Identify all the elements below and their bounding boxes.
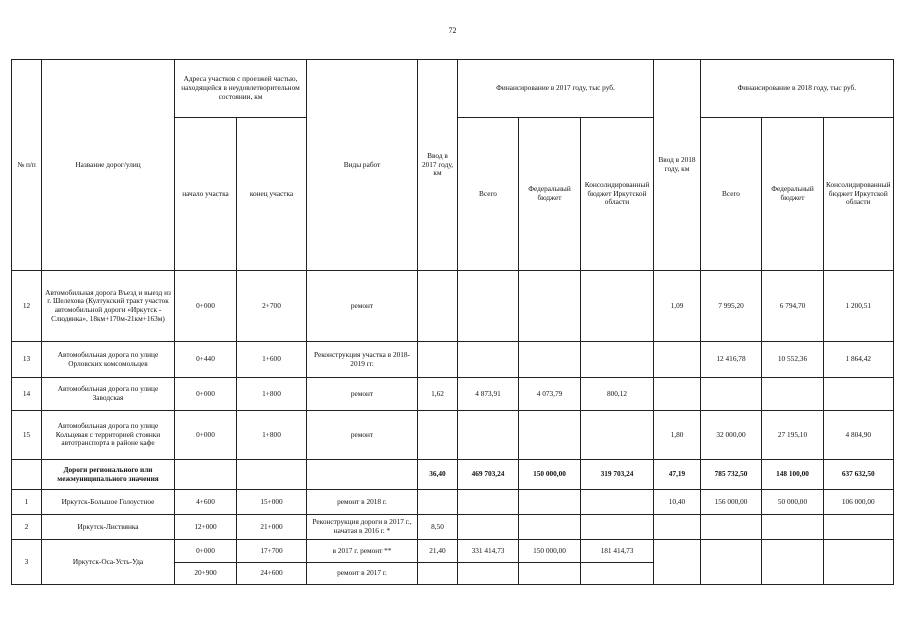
cell-end: 24+600 [237,563,307,585]
cell-consolidated-2018 [824,515,894,540]
table-row [12,515,894,540]
cell-end: 21+000 [237,515,307,540]
cell-total-2018: 785 732,50 [701,460,762,490]
header-name: Название дорог/улиц [42,60,175,271]
cell-consolidated-2017: 181 414,73 [581,540,654,563]
cell-input-2017 [418,563,458,585]
cell-total-2017: 331 414,73 [458,540,519,563]
cell-federal-2018: 148 100,00 [762,460,824,490]
table-row [12,271,894,342]
cell-name: Иркутск-Оса-Усть-Уда [42,540,175,585]
cell-consolidated-2017 [581,342,654,378]
cell-works: ремонт в 2018 г. [307,490,418,515]
cell-consolidated-2017 [581,563,654,585]
header-financing-2018: Финансирование в 2018 году, тыс руб. [701,60,894,118]
cell-end: 1+600 [237,342,307,378]
header-consolidated-2017: Консолидированный бюджет Иркутской области [581,118,654,271]
cell-federal-2017: 4 073,79 [519,378,581,411]
header-input-2018: Ввод в 2018 году, км [654,60,701,271]
cell-consolidated-2018: 1 200,51 [824,271,894,342]
cell-name: Автомобильная дорога Въезд и выезд из г. Шелехова (Култукский тракт участок автомобильной дороги «Иркутск - Слюдянка», 18км+170м-21км+163м) [42,271,175,342]
header-start: начало участка [175,118,237,271]
cell-start: 0+440 [175,342,237,378]
cell-federal-2017 [519,342,581,378]
cell-works: Реконструкция участка в 2018-2019 гг. [307,342,418,378]
cell-num: 12 [12,271,42,342]
cell-start: 4+600 [175,490,237,515]
cell-federal-2018: 27 195,10 [762,411,824,460]
header-addresses: Адреса участков с проезжей частью, находящейся в неудовлетворительном состоянии, км [175,60,307,118]
cell-federal-2018 [762,540,824,585]
cell-consolidated-2018: 4 804,90 [824,411,894,460]
table-row [12,411,894,460]
cell-start: 20+900 [175,563,237,585]
header-end: конец участка [237,118,307,271]
cell-input-2017 [418,490,458,515]
cell-end: 17+700 [237,540,307,563]
cell-total-2018 [701,540,762,585]
cell-federal-2017 [519,563,581,585]
cell-name: Автомобильная дорога по улице Орловских комсомольцев [42,342,175,378]
cell-total-2017 [458,342,519,378]
cell-consolidated-2018 [824,378,894,411]
cell-input-2017 [418,271,458,342]
cell-total-2017 [458,411,519,460]
cell-consolidated-2017: 800,12 [581,378,654,411]
cell-federal-2017: 150 000,00 [519,460,581,490]
cell-start: 12+000 [175,515,237,540]
cell-works: ремонт в 2017 г. [307,563,418,585]
header-total-2018: Всего [701,118,762,271]
cell-total-2018 [701,378,762,411]
header-financing-2017: Финансирование в 2017 году, тыс руб. [458,60,654,118]
cell-end: 1+800 [237,378,307,411]
cell-total-2017: 4 873,91 [458,378,519,411]
cell-works: ремонт [307,378,418,411]
header-works: Виды работ [307,60,418,271]
cell-num: 14 [12,378,42,411]
section-title: Дороги регионального или межмуниципального значения [42,460,175,490]
cell-input-2017: 36,40 [418,460,458,490]
cell-total-2018: 32 000,00 [701,411,762,460]
cell-federal-2017 [519,411,581,460]
cell-input-2018: 1,09 [654,271,701,342]
cell-end: 15+000 [237,490,307,515]
cell-works: ремонт [307,271,418,342]
cell-consolidated-2017 [581,411,654,460]
cell-num: 1 [12,490,42,515]
cell-start: 0+000 [175,540,237,563]
cell-end: 2+700 [237,271,307,342]
header-total-2017: Всего [458,118,519,271]
cell-input-2017: 21,40 [418,540,458,563]
cell-input-2017: 8,50 [418,515,458,540]
cell-input-2018: 47,19 [654,460,701,490]
cell-consolidated-2017 [581,490,654,515]
header-federal-2017: Федеральный бюджет [519,118,581,271]
cell-federal-2017: 150 000,00 [519,540,581,563]
cell-start [175,460,237,490]
header-input-2017: Ввод в 2017 году, км [418,60,458,271]
cell-name: Автомобильная дорога по улице Заводская [42,378,175,411]
road-financing-table [11,59,894,585]
cell-consolidated-2017 [581,271,654,342]
cell-input-2018 [654,342,701,378]
cell-total-2018 [701,515,762,540]
cell-total-2017: 469 703,24 [458,460,519,490]
cell-federal-2018 [762,378,824,411]
cell-total-2018: 7 995,20 [701,271,762,342]
cell-input-2018 [654,515,701,540]
cell-end [237,460,307,490]
table-row [12,540,894,563]
cell-end: 1+800 [237,411,307,460]
cell-num: 3 [12,540,42,585]
cell-num: 2 [12,515,42,540]
cell-consolidated-2018: 106 000,00 [824,490,894,515]
cell-name: Иркутск-Большое Голоустное [42,490,175,515]
cell-input-2017 [418,342,458,378]
cell-num: 13 [12,342,42,378]
table-row [12,342,894,378]
cell-works: Реконструкция дороги в 2017 г., начатая в 2016 г. * [307,515,418,540]
cell-total-2018: 156 000,00 [701,490,762,515]
cell-input-2018 [654,378,701,411]
cell-input-2018 [654,540,701,585]
cell-consolidated-2017 [581,515,654,540]
cell-federal-2018: 6 794,70 [762,271,824,342]
header-federal-2018: Федеральный бюджет [762,118,824,271]
cell-total-2018: 12 416,78 [701,342,762,378]
cell-works: в 2017 г. ремонт ** [307,540,418,563]
cell-start: 0+000 [175,411,237,460]
cell-total-2017 [458,271,519,342]
cell-works: ремонт [307,411,418,460]
header-row-1 [12,60,894,118]
header-num: № п/п [12,60,42,271]
cell-start: 0+000 [175,271,237,342]
cell-start: 0+000 [175,378,237,411]
cell-federal-2017 [519,490,581,515]
cell-total-2017 [458,563,519,585]
cell-federal-2017 [519,515,581,540]
page-number: 72 [448,26,457,35]
cell-total-2017 [458,515,519,540]
cell-num [12,460,42,490]
cell-works [307,460,418,490]
cell-input-2017 [418,411,458,460]
cell-input-2017: 1,62 [418,378,458,411]
cell-name: Иркутск-Листвянка [42,515,175,540]
cell-consolidated-2018: 637 632,50 [824,460,894,490]
cell-consolidated-2017: 319 703,24 [581,460,654,490]
cell-federal-2018: 10 552,36 [762,342,824,378]
table-row [12,490,894,515]
cell-federal-2018 [762,515,824,540]
cell-input-2018: 1,80 [654,411,701,460]
cell-total-2017 [458,490,519,515]
header-consolidated-2018: Консолидированный бюджет Иркутской области [824,118,894,271]
cell-federal-2018: 50 000,00 [762,490,824,515]
table-row [12,378,894,411]
section-row-regional [12,460,894,490]
cell-num: 15 [12,411,42,460]
cell-consolidated-2018 [824,540,894,585]
cell-federal-2017 [519,271,581,342]
cell-name: Автомобильная дорога по улице Кольцевая с территорией стоянки автотранспорта в районе кафе [42,411,175,460]
cell-input-2018: 10,40 [654,490,701,515]
cell-consolidated-2018: 1 864,42 [824,342,894,378]
